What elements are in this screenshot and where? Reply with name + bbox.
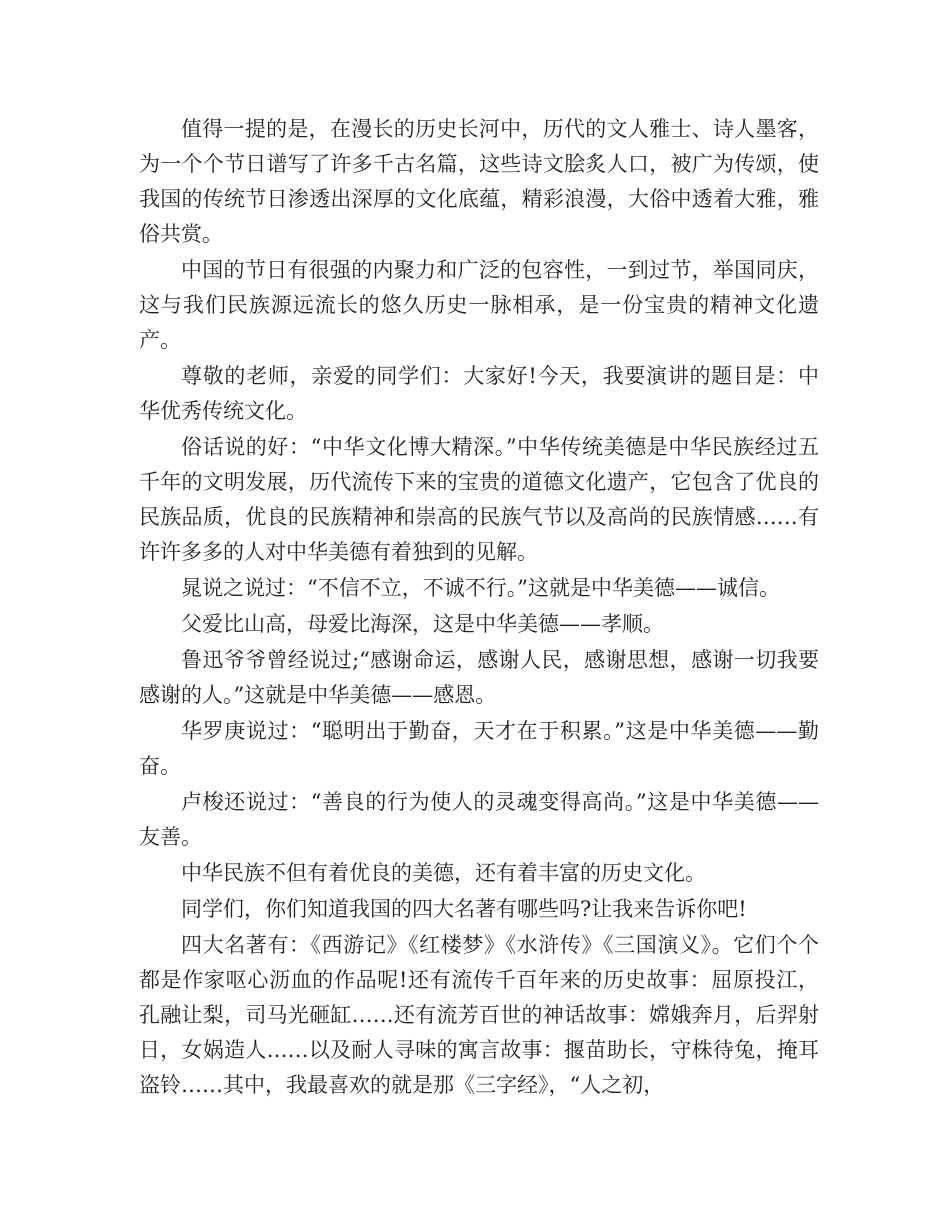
paragraph-11: 同学们，你们知道我国的四大名著有哪些吗?让我来告诉你吧! (181, 897, 747, 921)
paragraph-9: 卢梭还说过：“善良的行为使人的灵魂变得高尚。”这是中华美德——友善。 (139, 790, 819, 849)
paragraph-4: 俗话说的好：“中华文化博大精深。”中华传统美德是中华民族经过五千年的文明发展，历代流传下来的宝贵的道德文化遗产，它包含了优良的民族品质，优良的民族精神和崇高的民族气节以及高尚的民族情感……有许许多多的人对中华美德有着独到的见解。 (139, 435, 819, 564)
paragraph-3: 尊敬的老师，亲爱的同学们：大家好!今天，我要演讲的题目是：中华优秀传统文化。 (139, 364, 819, 423)
paragraph-8: 华罗庚说过：“聪明出于勤奋，天才在于积累。”这是中华美德——勤奋。 (139, 719, 819, 778)
paragraph-12: 四大名著有：《西游记》《红楼梦》《水浒传》《三国演义》。它们个个都是作家呕心沥血的作品呢!还有流传千百年来的历史故事：屈原投江，孔融让梨，司马光砸缸……还有流芳百世的神话故事：嫦娥奔月，后羿射日，女娲造人……以及耐人寻味的寓言故事：揠苗助长，守株待兔，掩耳盗铃……其中，我最喜欢的就是那《三字经》，“人之初， (139, 933, 819, 1097)
paragraph-7: 鲁迅爷爷曾经说过;“感谢命运，感谢人民，感谢思想，感谢一切我要感谢的人。”这就是中华美德——感恩。 (139, 648, 819, 707)
paragraph-6: 父爱比山高，母爱比海深，这是中华美德——孝顺。 (181, 612, 664, 636)
paragraph-1: 值得一提的是，在漫长的历史长河中，历代的文人雅士、诗人墨客，为一个个节日谱写了许多千古名篇，这些诗文脍炙人口，被广为传颂，使我国的传统节日渗透出深厚的文化底蕴，精彩浪漫，大俗中透着大雅，雅俗共赏。 (139, 117, 819, 246)
document-body (139, 112, 819, 1104)
paragraph-2: 中国的节日有很强的内聚力和广泛的包容性，一到过节，举国同庆，这与我们民族源远流长的悠久历史一脉相承，是一份宝贵的精神文化遗产。 (139, 258, 819, 352)
paragraph-10: 中华民族不但有着优良的美德，还有着丰富的历史文化。 (181, 861, 706, 885)
paragraph-5: 晁说之说过：“不信不立，不诚不行。”这就是中华美德——诚信。 (181, 576, 780, 600)
